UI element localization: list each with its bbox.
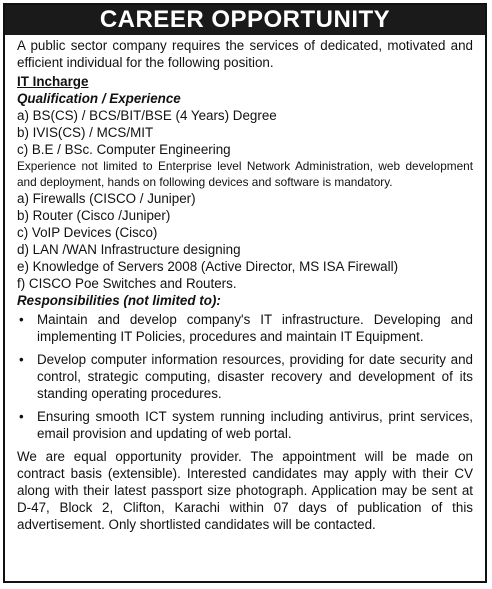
bullet-icon: • — [19, 352, 24, 367]
responsibility-text: Maintain and develop company's IT infrastructure. Developing and implementing IT Policies, procedures and maintain IT Equipment. — [37, 312, 473, 344]
qualification-item: b) IVIS(CS) / MCS/MIT — [17, 125, 154, 140]
qualification-heading: Qualification / Experience — [17, 91, 181, 106]
experience-note: Experience not limited to Enterprise level Network Administration, web development and deployment, hands on following devices and software is mandatory. — [17, 159, 473, 189]
ad-body — [5, 35, 485, 533]
job-advertisement — [3, 3, 487, 583]
responsibility-text: Ensuring smooth ICT system running including antivirus, print services, email provision and updating of web portal. — [37, 409, 473, 441]
skill-item: a) Firewalls (CISCO / Juniper) — [17, 191, 196, 206]
qualification-item: c) B.E / BSc. Computer Engineering — [17, 142, 231, 157]
intro-paragraph: A public sector company requires the services of dedicated, motivated and efficient individual for the following position. — [17, 38, 473, 70]
list-item — [17, 351, 473, 402]
list-item — [17, 408, 473, 442]
position-title: IT Incharge — [17, 74, 89, 89]
list-item — [17, 311, 473, 345]
skill-item: b) Router (Cisco /Juniper) — [17, 208, 171, 223]
bullet-icon: • — [19, 409, 24, 424]
skill-item: e) Knowledge of Servers 2008 (Active Director, MS ISA Firewall) — [17, 259, 399, 274]
skill-item: f) CISCO Poe Switches and Routers. — [17, 276, 237, 291]
skill-item: c) VoIP Devices (Cisco) — [17, 225, 158, 240]
skill-item: d) LAN /WAN Infrastructure designing — [17, 242, 241, 257]
bullet-icon: • — [19, 312, 24, 327]
ad-title-banner: CAREER OPPORTUNITY — [5, 5, 485, 35]
closing-paragraph: We are equal opportunity provider. The appointment will be made on contract basis (extensible). Interested candidates may apply with their CV along with their latest passport size photograph. Application may be sent at D-47, Block 2, Clifton, Karachi within 07 days of publication of this advertisement. Only shortlisted candidates will be contacted. — [17, 449, 473, 532]
qualification-item: a) BS(CS) / BCS/BIT/BSE (4 Years) Degree — [17, 108, 277, 123]
responsibility-text: Develop computer information resources, providing for date security and control, strategic computing, disaster recovery and development of its standing operating procedures. — [37, 352, 473, 401]
responsibilities-list — [17, 311, 473, 442]
responsibilities-heading: Responsibilities (not limited to): — [17, 293, 221, 308]
